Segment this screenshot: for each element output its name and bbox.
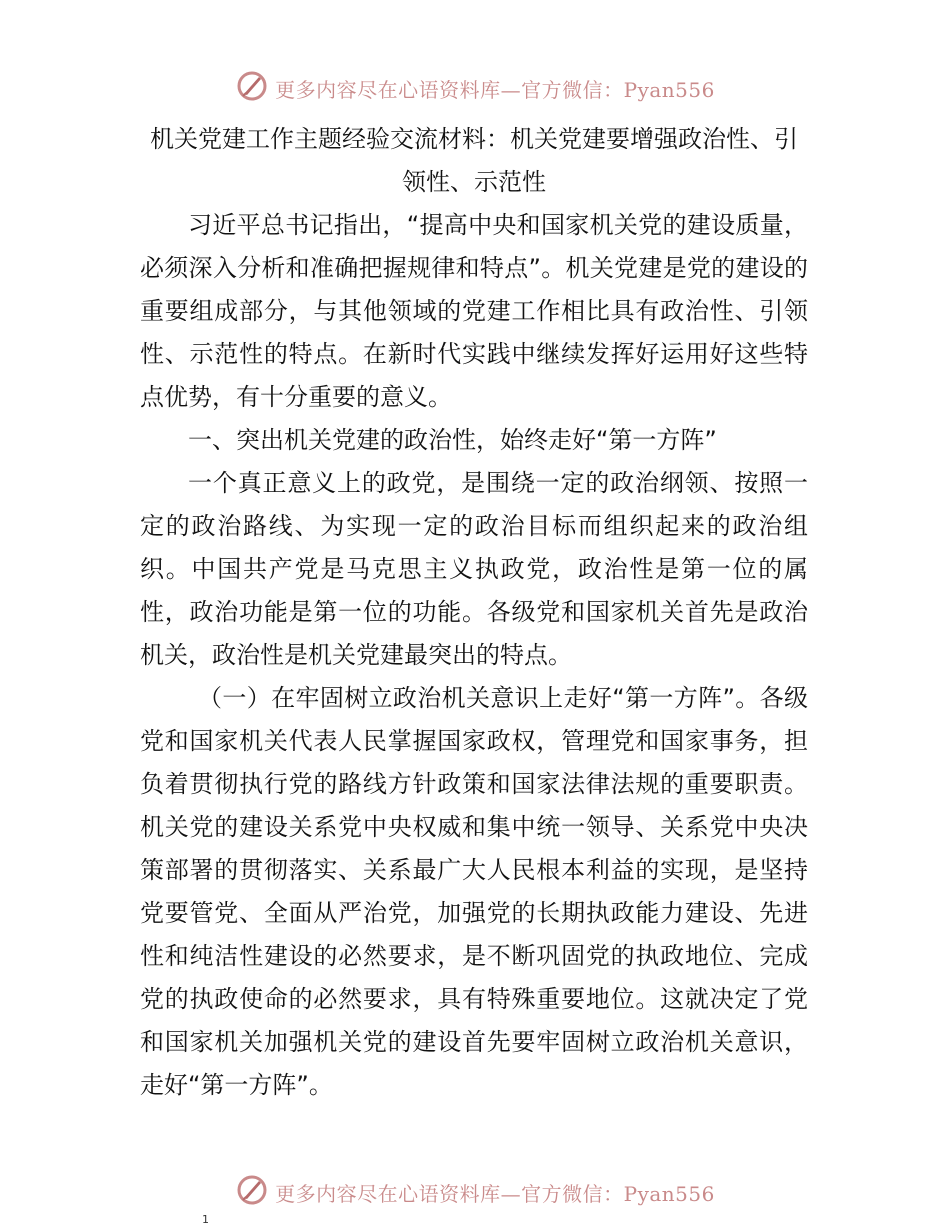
header-banner — [0, 68, 950, 108]
section-heading-1: 一、突出机关党建的政治性，始终走好“第一方阵” — [188, 426, 717, 454]
footer-banner-text: 更多内容尽在心语资料库—官方微信：Pyan556 — [275, 1181, 715, 1206]
paragraph-intro: 习近平总书记指出，“提高中央和国家机关党的建设质量，必须深入分析和准确把握规律和特点”。机关党建是党的建设的重要组成部分，与其他领域的党建工作相比具有政治性、引领性、示范性的特点。在新时代实践中继续发挥好运用好这些特点优势，有十分重要的意义。 — [140, 211, 808, 411]
page-number: 1 — [202, 1213, 209, 1226]
document-body — [140, 118, 808, 1107]
footer-banner — [0, 1172, 950, 1212]
quill-logo-icon — [235, 69, 269, 107]
header-banner-text: 更多内容尽在心语资料库—官方微信：Pyan556 — [275, 77, 715, 102]
quill-logo-icon — [235, 1173, 269, 1211]
paragraph-section-1: 一个真正意义上的政党，是围绕一定的政治纲领、按照一定的政治路线、为实现一定的政治目标而组织起来的政治组织。中国共产党是马克思主义执政党，政治性是第一位的属性，政治功能是第一位的功能。各级党和国家机关首先是政治机关，政治性是机关党建最突出的特点。 — [140, 469, 808, 669]
document-title: 机关党建工作主题经验交流材料：机关党建要增强政治性、引领性、示范性 — [150, 125, 798, 196]
paragraph-subsection-1: （一）在牢固树立政治机关意识上走好“第一方阵”。各级党和国家机关代表人民掌握国家政权，管理党和国家事务，担负着贯彻执行党的路线方针政策和国家法律法规的重要职责。机关党的建设关系党中央权威和集中统一领导、关系党中央决策部署的贯彻落实、关系最广大人民根本利益的实现，是坚持党要管党、全面从严治党，加强党的长期执政能力建设、先进性和纯洁性建设的必然要求，是不断巩固党的执政地位、完成党的执政使命的必然要求，具有特殊重要地位。这就决定了党和国家机关加强机关党的建设首先要牢固树立政治机关意识，走好“第一方阵”。 — [140, 684, 808, 1099]
